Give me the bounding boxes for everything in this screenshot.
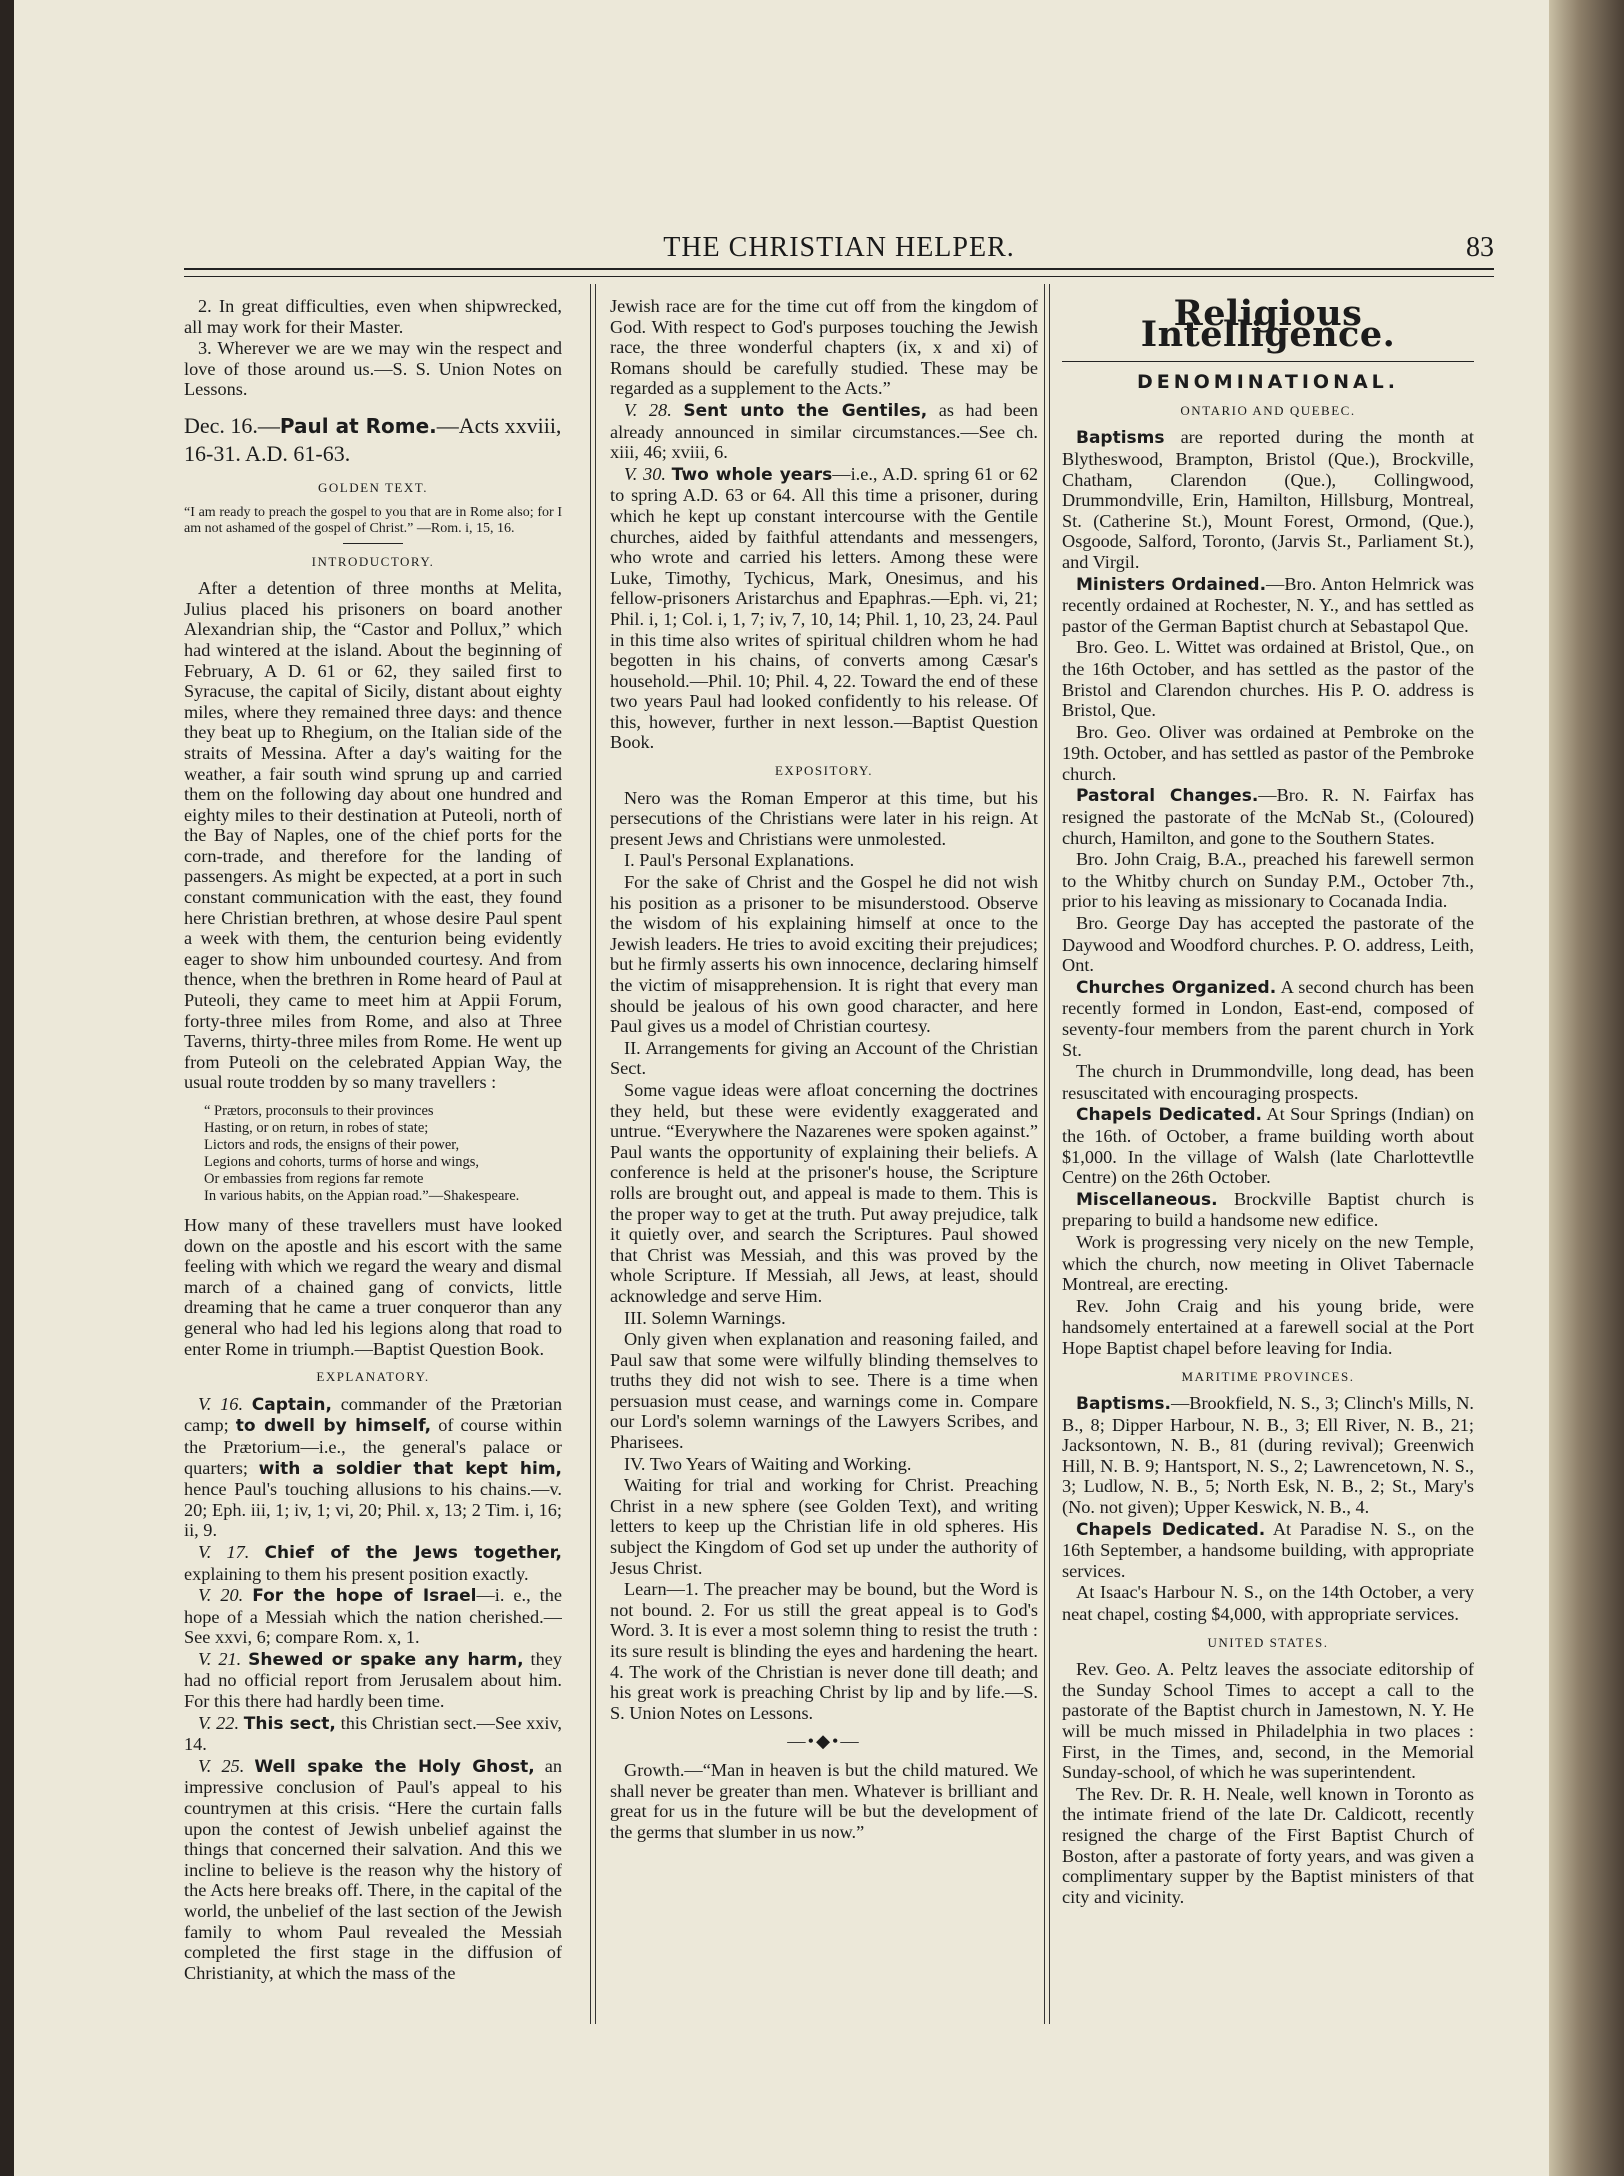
news-item bbox=[1062, 637, 1474, 720]
news-text: Work is progressing very nicely on the new Temple, which the church, now meeting in Olivet Tabernacle Montreal, are erecting. bbox=[1062, 1231, 1474, 1295]
news-item: Rev. Geo. A. Peltz leaves the associate editorship of the Sunday School Times to accept a call to the pastorate of the Baptist church in Jamestown, N. Y. He will be much missed in Philadelphia in two places : First, in the Times, and, second, in the Memorial Sunday-school, of which he was superintendent. bbox=[1062, 1659, 1474, 1783]
lesson-reference: —Acts xxviii, 16-31. A.D. 61-63. bbox=[184, 412, 562, 466]
news-text: At Paradise N. S., on the 16th September, a handsome building, with appropriate services. bbox=[1062, 1518, 1474, 1581]
note-keyword: Well spake the Holy Ghost, bbox=[254, 1756, 535, 1777]
lesson-heading bbox=[184, 412, 562, 468]
verse-note bbox=[184, 1756, 562, 1984]
news-keyword: Chapels Dedicated. bbox=[1076, 1519, 1266, 1540]
ornament-divider: —•◆•— bbox=[787, 1731, 861, 1752]
news-item bbox=[1062, 1232, 1474, 1295]
note-ref: V. 16. bbox=[198, 1393, 244, 1414]
column-middle bbox=[610, 296, 1038, 2016]
book-edge bbox=[1549, 0, 1624, 2176]
divider bbox=[1062, 361, 1474, 362]
subsection-heading: IV. Two Years of Waiting and Working. bbox=[624, 1453, 912, 1474]
news-item bbox=[1062, 1519, 1474, 1582]
news-item bbox=[1062, 1104, 1474, 1187]
note-text: hence Paul's touching allusions to his chains.—v. 20; Eph. iii, 1; iv, 1; vi, 20; Phil. x, 13; 2 Tim. i, 16; ii, 9. bbox=[184, 1479, 562, 1541]
news-item bbox=[1062, 785, 1474, 848]
note-ref: V. 21. bbox=[198, 1648, 242, 1669]
section-heading: DENOMINATIONAL. bbox=[1136, 371, 1400, 394]
news-keyword: Baptisms. bbox=[1076, 1394, 1171, 1415]
news-keyword: Miscellaneous. bbox=[1076, 1189, 1218, 1210]
news-item bbox=[1062, 849, 1474, 912]
note-keyword: with a soldier that kept him, bbox=[258, 1458, 562, 1479]
news-keyword: Churches Organized. bbox=[1076, 977, 1277, 998]
news-text: Rev. John Craig and his young bride, were handsomely entertained at a farewell social at the Port Hope Baptist chapel before leaving for India. bbox=[1062, 1295, 1474, 1358]
news-text: —Bro. Anton Helmrick was recently ordained at Rochester, N. Y., and has settled as pastor of the German Baptist church at Sebastapol Que. bbox=[1062, 573, 1474, 636]
column-divider bbox=[1044, 284, 1050, 2024]
news-text: Bro. George Day has accepted the pastorate of the Daywood and Woodford churches. P. O. address, Leith, Ont. bbox=[1062, 913, 1474, 976]
lesson-date: Dec. 16.— bbox=[184, 412, 280, 438]
region-heading: MARITIME PROVINCES. bbox=[1181, 1368, 1355, 1384]
news-keyword: Pastoral Changes. bbox=[1076, 786, 1259, 807]
paragraph: Jewish race are for the time cut off from the kingdom of God. With respect to God's purposes touching the Jewish race, the three wonderful chapters (ix, x and xi) of Romans should be carefully studied. These may be regarded as a supplement to the Acts.” bbox=[610, 296, 1038, 399]
note-keyword: Captain, bbox=[251, 1394, 332, 1415]
paragraph: For the sake of Christ and the Gospel he did not wish his position as a prisoner to be misunderstood. Observe the wisdom of his explaining himself at once to the Jewish leaders. He tries to avoid exciting their prejudices; but he firmly asserts his own innocence, declaring himself the victim of misapprehension. It is right that every man should be jealous of his own good character, and here Paul gives us a model of Christian courtesy. bbox=[610, 872, 1038, 1037]
column-right bbox=[1062, 296, 1474, 2016]
section-heading: EXPLANATORY. bbox=[316, 1369, 430, 1385]
note-keyword: Two whole years bbox=[671, 464, 833, 485]
subsection-heading: I. Paul's Personal Explanations. bbox=[624, 850, 855, 871]
page-number: 83 bbox=[1466, 232, 1494, 263]
news-item bbox=[1062, 574, 1474, 637]
news-text: The church in Drummondville, long dead, has been resuscitated with encouraging prospects. bbox=[1062, 1061, 1474, 1103]
news-item bbox=[1062, 427, 1474, 572]
verse-line: In various habits, on the Appian road.”—Shakespeare. bbox=[204, 1188, 520, 1204]
news-text: At Sour Springs (Indian) on the 16th. of October, a frame building worth about $1,000. In the village of Walsh (late Charlottevtlle Centre) on the 26th October. bbox=[1062, 1104, 1474, 1188]
note-text: an impressive conclusion of Paul's appeal to his countrymen at this crisis. “Here the curtain falls upon the contest of Jewish unbelief against the things that concerned their salvation. And this we incline to believe is the reason why the history of the Acts here breaks off. There, in the capital of the world, the unbelief of the last section of the Jewish family to whom Paul revealed the Messiah completed the first stage in the diffusion of Christianity, at which the mass of the bbox=[184, 1755, 562, 1983]
paragraph: Learn—1. The preacher may be bound, but the Word is not bound. 2. For us still the great appeal is to God's Word. 3. It is ever a most solemn thing to resist the truth : its sure result is blinding the eyes and hardening the heart. 4. The work of the Christian is never done till death; and his great work is preaching Christ by lip and by life.—S. S. Union Notes on Lessons. bbox=[610, 1579, 1038, 1723]
news-text: —Bro. R. N. Fairfax has resigned the pastorate of the McNab St., (Coloured) church, Hamilton, and gone to the Southern States. bbox=[1062, 785, 1474, 848]
paragraph: Waiting for trial and working for Christ. Preaching Christ in a new sphere (see Golden Text), and writing letters to keep up the Christian life in old spheres. His subject the Kingdom of God set up under the authority of Jesus Christ. bbox=[610, 1475, 1038, 1578]
paragraph: Some vague ideas were afloat concerning the doctrines they held, but these were evidently exaggerated and untrue. “Everywhere the Nazarenes were spoken against.” Paul wants the opportunity of explaining their beliefs. A conference is held at the prisoner's house, the Scripture rolls are brought out, and appeal is made to them. This is the proper way to get at the truth. Put away prejudice, talk it quietly over, and search the Scriptures. Paul showed that Christ was Messiah, and this was proved by the whole Scripture. If Messiah, all Jews, at least, should acknowledge and serve Him. bbox=[610, 1079, 1038, 1306]
section-heading: INTRODUCTORY. bbox=[311, 553, 435, 569]
news-keyword: Chapels Dedicated. bbox=[1076, 1105, 1262, 1126]
news-item bbox=[1062, 1393, 1474, 1518]
note-keyword: Shewed or spake any harm, bbox=[248, 1649, 524, 1670]
note-text: as had been already announced in similar circumstances.—See ch. xiii, 46; xviii, 6. bbox=[610, 399, 1038, 463]
verse-line: Or embassies from regions far remote bbox=[204, 1171, 424, 1187]
note-ref: V. 25. bbox=[198, 1755, 245, 1776]
verse-note bbox=[184, 1585, 562, 1648]
divider bbox=[343, 543, 403, 544]
news-text: Bro. John Craig, B.A., preached his farewell sermon to the Whitby church on Sunday P.M., October 7th., prior to his leaving as missionary to Cocanada India. bbox=[1062, 849, 1474, 912]
section-masthead: Religious Intelligence. bbox=[1140, 296, 1396, 355]
news-keyword: Ministers Ordained. bbox=[1076, 574, 1267, 595]
note-text: they had no official report from Jerusalem about him. For this there had hardly been time. bbox=[184, 1648, 562, 1712]
news-text: A second church has been recently formed in London, East-end, composed of seventy-four members from the parent church in York St. bbox=[1062, 976, 1474, 1060]
note-ref: V. 17. bbox=[198, 1541, 250, 1562]
note-ref: V. 28. bbox=[624, 399, 672, 420]
news-item bbox=[1062, 722, 1474, 785]
paragraph: Only given when explanation and reasoning failed, and Paul saw that some were wilfully blinding themselves to truths they did not wish to see. There is a time when persuasion must cease, and warnings come in. Compare our Lord's solemn warnings of the Lawyers Scribes, and Pharisees. bbox=[610, 1329, 1038, 1453]
note-keyword: Sent unto the Gentiles, bbox=[683, 400, 928, 421]
paragraph: 2. In great difficulties, even when shipwrecked, all may work for their Master. bbox=[184, 296, 562, 337]
news-item bbox=[1062, 1189, 1474, 1231]
scan-left-margin bbox=[0, 0, 14, 2176]
verse-note bbox=[610, 400, 1038, 463]
lesson-title: Paul at Rome. bbox=[279, 413, 437, 438]
news-item bbox=[1062, 1061, 1474, 1103]
news-item bbox=[1062, 1582, 1474, 1624]
news-text: Bro. Geo. L. Wittet was ordained at Bristol, Que., on the 16th October, and has settled as the pastor of the Bristol and Clarendon churches. His P. O. address is Bristol, Que. bbox=[1062, 637, 1474, 721]
paragraph: Nero was the Roman Emperor at this time, but his persecutions of the Christians were later in his reign. At present Jews and Christians were unmolested. bbox=[610, 787, 1038, 849]
subsection-heading: III. Solemn Warnings. bbox=[624, 1307, 786, 1328]
note-keyword: For the hope of Israel bbox=[252, 1586, 477, 1607]
paragraph: After a detention of three months at Melita, Julius placed his prisoners on board another Alexandrian ship, the “Castor and Pollux,” which had wintered at the island. About the beginning of February, A D. 61 or 62, they sailed first to Syracuse, the capital of Sicily, distant about eighty miles, where they remained three days: and thence they beat up to Rhegium, on the Italian side of the straits of Messina. After a day's waiting for the weather, a fair south wind sprung up and carried them on the following day about one hundred and eighty miles to their destination at Puteoli, north of the Bay of Naples, one of the chief ports for the corn-trade, and therefore for the landing of passengers. As might be expected, at a port in such constant communication with the east, they found here Christian brethren, at whose desire Paul spent a week with them, the centurion being evidently eager to show him unbounded courtesy. And from thence, when the brethren in Rome heard of Paul at Puteoli, they came to meet him at Appii Forum, forty-three miles from Rome, and also at Three Taverns, thirty-three miles from Rome. He went up from Puteoli on the celebrated Appian Way, the usual route trodden by so many travellers : bbox=[184, 578, 562, 1093]
news-item bbox=[1062, 977, 1474, 1060]
paragraph: 3. Wherever we are we may win the respect and love of those around us.—S. S. Union Notes on Lessons. bbox=[184, 338, 562, 400]
news-item bbox=[1062, 913, 1474, 976]
golden-text: “I am ready to preach the gospel to you that are in Rome also; for I am not ashamed of the gospel of Christ.” —Rom. i, 15, 16. bbox=[184, 504, 562, 536]
verse-note bbox=[184, 1649, 562, 1712]
subsection-heading: II. Arrangements for giving an Account of the Christian Sect. bbox=[610, 1037, 1038, 1079]
note-ref: V. 22. bbox=[198, 1712, 240, 1733]
paragraph: Growth.—“Man in heaven is but the child matured. We shall never be greater than men. Whatever is brilliant and great for us in the future will be but the development of the germs that slumber in us now.” bbox=[610, 1759, 1038, 1842]
news-text: Bro. Geo. Oliver was ordained at Pembroke on the 19th. October, and has settled as pastor of the Pembroke church. bbox=[1062, 721, 1474, 784]
running-title: THE CHRISTIAN HELPER. bbox=[663, 232, 1015, 263]
news-text: are reported during the month at Blytheswood, Brampton, Bristol (Que.), Brockville, Chatham, Clarendon (Que.), Collingwood, Drummondville, Erin, Hamilton, Hillsburg, Montreal, St. (Catherine St.), Mount Forest, Ormond, (Que.), Osgoode, Salford, Toronto, (Jarvis St., Parliament St.), and Virgil. bbox=[1062, 427, 1474, 572]
verse-note bbox=[610, 464, 1038, 753]
verse-note bbox=[184, 1394, 562, 1541]
note-keyword: to dwell by himself, bbox=[235, 1416, 432, 1437]
verse-line: Hasting, or on return, in robes of state; bbox=[204, 1120, 429, 1136]
verse-note bbox=[184, 1542, 562, 1584]
note-keyword: This sect, bbox=[243, 1713, 336, 1734]
region-heading: ONTARIO AND QUEBEC. bbox=[1180, 402, 1356, 418]
note-ref: V. 20. bbox=[198, 1585, 244, 1606]
note-ref: V. 30. bbox=[624, 463, 666, 484]
news-text: At Isaac's Harbour N. S., on the 14th October, a very neat chapel, costing $4,000, with appropriate services. bbox=[1062, 1582, 1474, 1625]
news-keyword: Baptisms bbox=[1076, 428, 1165, 449]
verse-line: Lictors and rods, the ensigns of their power, bbox=[204, 1137, 460, 1153]
note-text: of course within the Prætorium—i.e., the general's palace or quarters; bbox=[184, 1415, 562, 1478]
running-header bbox=[184, 228, 1494, 268]
news-text: Brockville Baptist church is preparing to build a handsome new edifice. bbox=[1062, 1188, 1474, 1231]
verse-note bbox=[184, 1713, 562, 1755]
verse-line: “ Prætors, proconsuls to their provinces bbox=[204, 1103, 434, 1119]
paragraph: How many of these travellers must have looked down on the apostle and his escort with the same feeling with which we regard the weary and dismal march of a chained gang of convicts, little dreaming that he came a truer conqueror than any general who had led his legions along that road to enter Rome in triumph.—Baptist Question Book. bbox=[184, 1215, 562, 1359]
column-divider bbox=[590, 284, 596, 2024]
verse-line: Legions and cohorts, turms of horse and wings, bbox=[204, 1154, 480, 1170]
verse-quote bbox=[204, 1103, 562, 1205]
section-heading: EXPOSITORY. bbox=[774, 763, 874, 779]
news-item: The Rev. Dr. R. H. Neale, well known in Toronto as the intimate friend of the late Dr. Caldicott, recently resigned the charge of the First Baptist Church of Boston, after a pastorate of forty years, and was given a complimentary supper by the Baptist ministers of that city and vicinity. bbox=[1062, 1783, 1474, 1907]
note-text: commander of the Prætorian camp; bbox=[184, 1393, 562, 1436]
note-text: —i.e., A.D. spring 61 or 62 to spring A.D. 63 or 64. All this time a prisoner, during which he kept up constant intercourse with the Gentile churches, aided by faithful attendants and messengers, who wrote and carried his letters. Among these were Luke, Timothy, Tychicus, Mark, Onesimus, and his fellow-prisoners Aristarchus and Epaphras.—Eph. vi, 21; Phil. i, 1; Col. i, 1, 7; iv, 7, 10, 14; Phil. 1, 10, 23, 24. Paul in this time also writes of spiritual children whom he had begotten in his chains, of converts among Cæsar's household.—Phil. 10; Phil. 4, 22. Toward the end of these two years Paul had looked confidently to his release. Of this, however, further in next lesson.—Baptist Question Book. bbox=[610, 463, 1038, 753]
note-keyword: Chief of the Jews together, bbox=[264, 1542, 562, 1563]
region-heading: UNITED STATES. bbox=[1207, 1634, 1329, 1650]
section-heading: GOLDEN TEXT. bbox=[318, 479, 428, 495]
news-item bbox=[1062, 1296, 1474, 1359]
note-text: —i. e., the hope of a Messiah which the nation cherished.—See xxvi, 6; compare Rom. x, 1. bbox=[184, 1585, 562, 1648]
note-text: this Christian sect.—See xxiv, 14. bbox=[184, 1712, 562, 1755]
note-text: explaining to them his present position exactly. bbox=[184, 1563, 529, 1584]
header-rule bbox=[184, 268, 1494, 277]
column-left bbox=[184, 296, 562, 2016]
news-text: —Brookfield, N. S., 3; Clinch's Mills, N. B., 8; Dipper Harbour, N. B., 3; Ell River, N. B., 21; Jacksontown, N. B., 81 (during revival); Greenwich Hill, N. B. 9; Hantsport, N. S., 2; Lawrencetown, N. S., 3; Ludlow, N. B., 5; North Esk, N. B., 2; St., Mary's (No. not given); Upper Keswick, N. B., 4. bbox=[1062, 1393, 1474, 1518]
